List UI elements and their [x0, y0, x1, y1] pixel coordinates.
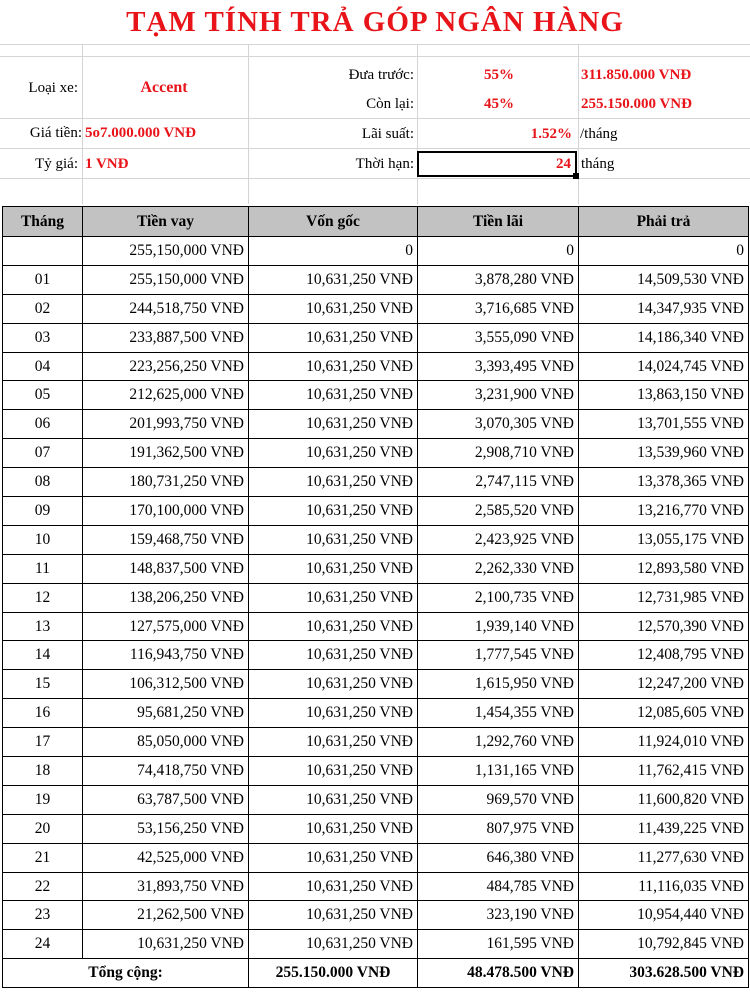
cell-thang[interactable]: 04 [3, 352, 83, 381]
cell-von-goc[interactable]: 10,631,250 VNĐ [249, 872, 418, 901]
cell-thang[interactable]: 02 [3, 294, 83, 323]
cell-tien-lai[interactable]: 1,454,355 VNĐ [418, 699, 579, 728]
cell-thang[interactable]: 06 [3, 410, 83, 439]
cell-tien-vay[interactable]: 138,206,250 VNĐ [83, 583, 249, 612]
table-row [3, 265, 749, 294]
cell-von-goc[interactable]: 10,631,250 VNĐ [249, 381, 418, 410]
cell-phai-tra[interactable]: 13,863,150 VNĐ [579, 381, 749, 410]
cell-von-goc[interactable]: 10,631,250 VNĐ [249, 323, 418, 352]
cell-thang[interactable]: 19 [3, 785, 83, 814]
table-row [3, 757, 749, 786]
cell-phai-tra[interactable]: 10,792,845 VNĐ [579, 930, 749, 959]
cell-tien-vay[interactable]: 212,625,000 VNĐ [83, 381, 249, 410]
cell-thang[interactable]: 05 [3, 381, 83, 410]
lai-suat-value[interactable]: 1.52% [530, 126, 572, 142]
cell-tien-lai[interactable]: 3,555,090 VNĐ [418, 323, 579, 352]
cell-tien-lai[interactable]: 2,585,520 VNĐ [418, 497, 579, 526]
cell-tien-lai[interactable]: 1,292,760 VNĐ [418, 728, 579, 757]
table-row [3, 583, 749, 612]
table-row [3, 439, 749, 468]
table-row [3, 901, 749, 930]
cell-tien-vay[interactable]: 255,150,000 VNĐ [83, 237, 249, 266]
cell-tien-lai[interactable]: 3,231,900 VNĐ [418, 381, 579, 410]
cell-thang[interactable] [3, 237, 83, 266]
loai-xe-label: Loại xe: [28, 80, 78, 96]
table-row [3, 323, 749, 352]
table-row [3, 468, 749, 497]
cell-von-goc[interactable]: 10,631,250 VNĐ [249, 785, 418, 814]
cell-tien-lai[interactable]: 646,380 VNĐ [418, 843, 579, 872]
cell-tien-lai[interactable]: 2,908,710 VNĐ [418, 439, 579, 468]
cell-von-goc[interactable]: 10,631,250 VNĐ [249, 612, 418, 641]
cell-von-goc[interactable]: 10,631,250 VNĐ [249, 583, 418, 612]
cell-von-goc[interactable]: 10,631,250 VNĐ [249, 843, 418, 872]
cell-phai-tra[interactable]: 10,954,440 VNĐ [579, 901, 749, 930]
cell-von-goc[interactable]: 10,631,250 VNĐ [249, 670, 418, 699]
table-row [3, 497, 749, 526]
cell-tien-vay[interactable]: 53,156,250 VNĐ [83, 814, 249, 843]
cell-phai-tra[interactable]: 12,731,985 VNĐ [579, 583, 749, 612]
cell-thang[interactable]: 14 [3, 641, 83, 670]
cell-tien-lai[interactable]: 2,100,735 VNĐ [418, 583, 579, 612]
cell-von-goc[interactable]: 10,631,250 VNĐ [249, 525, 418, 554]
cell-von-goc[interactable]: 10,631,250 VNĐ [249, 728, 418, 757]
cell-tien-lai[interactable]: 1,777,545 VNĐ [418, 641, 579, 670]
thoi-han-value: 24 [556, 156, 571, 172]
fill-handle[interactable] [573, 173, 579, 179]
table-header-row [3, 207, 749, 237]
cell-phai-tra[interactable]: 13,055,175 VNĐ [579, 525, 749, 554]
cell-tien-lai[interactable]: 807,975 VNĐ [418, 814, 579, 843]
cell-tien-vay[interactable]: 180,731,250 VNĐ [83, 468, 249, 497]
cell-thang[interactable]: 21 [3, 843, 83, 872]
cell-tien-lai[interactable]: 1,131,165 VNĐ [418, 757, 579, 786]
cell-von-goc[interactable]: 10,631,250 VNĐ [249, 641, 418, 670]
thoi-han-input[interactable] [417, 151, 577, 177]
cell-thang[interactable]: 17 [3, 728, 83, 757]
cell-thang[interactable]: 03 [3, 323, 83, 352]
cell-thang[interactable]: 23 [3, 901, 83, 930]
cell-tien-vay[interactable]: 159,468,750 VNĐ [83, 525, 249, 554]
cell-tien-vay[interactable]: 233,887,500 VNĐ [83, 323, 249, 352]
cell-tien-lai[interactable]: 3,878,280 VNĐ [418, 265, 579, 294]
gia-tien-value[interactable]: 5o7.000.000 VNĐ [85, 125, 196, 141]
header-tien-vay: Tiền vay [83, 207, 249, 237]
table-row [3, 728, 749, 757]
table-row [3, 843, 749, 872]
table-row [3, 930, 749, 959]
cell-thang[interactable]: 12 [3, 583, 83, 612]
cell-phai-tra[interactable]: 0 [579, 237, 749, 266]
cell-von-goc[interactable]: 10,631,250 VNĐ [249, 265, 418, 294]
cell-von-goc[interactable]: 10,631,250 VNĐ [249, 439, 418, 468]
cell-phai-tra[interactable]: 14,024,745 VNĐ [579, 352, 749, 381]
cell-phai-tra[interactable]: 12,570,390 VNĐ [579, 612, 749, 641]
cell-thang[interactable]: 13 [3, 612, 83, 641]
cell-tien-lai[interactable]: 323,190 VNĐ [418, 901, 579, 930]
cell-thang[interactable]: 09 [3, 497, 83, 526]
cell-tien-lai[interactable]: 484,785 VNĐ [418, 872, 579, 901]
total-tien-lai: 48.478.500 VNĐ [418, 959, 579, 988]
cell-phai-tra[interactable]: 14,186,340 VNĐ [579, 323, 749, 352]
thoi-han-unit: tháng [581, 156, 615, 172]
cell-tien-lai[interactable]: 3,393,495 VNĐ [418, 352, 579, 381]
cell-von-goc[interactable]: 10,631,250 VNĐ [249, 901, 418, 930]
cell-phai-tra[interactable]: 12,893,580 VNĐ [579, 554, 749, 583]
dua-truoc-pct[interactable]: 55% [484, 67, 514, 83]
cell-phai-tra[interactable]: 12,085,605 VNĐ [579, 699, 749, 728]
cell-tien-lai[interactable]: 161,595 VNĐ [418, 930, 579, 959]
repayment-schedule-table [2, 206, 749, 988]
cell-thang[interactable]: 07 [3, 439, 83, 468]
cell-tien-vay[interactable]: 170,100,000 VNĐ [83, 497, 249, 526]
cell-phai-tra[interactable]: 11,439,225 VNĐ [579, 814, 749, 843]
cell-thang[interactable]: 15 [3, 670, 83, 699]
con-lai-pct: 45% [484, 96, 514, 112]
header-tien-lai: Tiền lãi [418, 207, 579, 237]
cell-tien-vay[interactable]: 223,256,250 VNĐ [83, 352, 249, 381]
cell-tien-lai[interactable]: 1,615,950 VNĐ [418, 670, 579, 699]
header-thang: Tháng [3, 207, 83, 237]
cell-phai-tra[interactable]: 11,924,010 VNĐ [579, 728, 749, 757]
header-phai-tra: Phải trả [579, 207, 749, 237]
cell-tien-vay[interactable]: 148,837,500 VNĐ [83, 554, 249, 583]
cell-tien-lai[interactable]: 3,070,305 VNĐ [418, 410, 579, 439]
cell-phai-tra[interactable]: 13,216,770 VNĐ [579, 497, 749, 526]
table-row [3, 785, 749, 814]
cell-thang[interactable]: 08 [3, 468, 83, 497]
cell-von-goc[interactable]: 10,631,250 VNĐ [249, 294, 418, 323]
cell-tien-vay[interactable]: 244,518,750 VNĐ [83, 294, 249, 323]
cell-phai-tra[interactable]: 11,116,035 VNĐ [579, 872, 749, 901]
total-von-goc: 255.150.000 VNĐ [249, 959, 418, 988]
table-row [3, 699, 749, 728]
con-lai-label: Còn lại: [366, 96, 414, 112]
cell-phai-tra[interactable]: 14,347,935 VNĐ [579, 294, 749, 323]
sheet-title: TẠM TÍNH TRẢ GÓP NGÂN HÀNG [126, 6, 624, 38]
cell-tien-lai[interactable]: 2,747,115 VNĐ [418, 468, 579, 497]
cell-thang[interactable]: 11 [3, 554, 83, 583]
cell-phai-tra[interactable]: 14,509,530 VNĐ [579, 265, 749, 294]
cell-phai-tra[interactable]: 11,277,630 VNĐ [579, 843, 749, 872]
table-row [3, 641, 749, 670]
thoi-han-label: Thời hạn: [355, 156, 414, 172]
cell-thang[interactable]: 20 [3, 814, 83, 843]
cell-tien-lai[interactable]: 3,716,685 VNĐ [418, 294, 579, 323]
cell-tien-lai[interactable]: 0 [418, 237, 579, 266]
cell-phai-tra[interactable]: 13,378,365 VNĐ [579, 468, 749, 497]
header-von-goc: Vốn gốc [249, 207, 418, 237]
cell-tien-vay[interactable]: 85,050,000 VNĐ [83, 728, 249, 757]
cell-von-goc[interactable]: 10,631,250 VNĐ [249, 757, 418, 786]
table-row [3, 554, 749, 583]
lai-suat-label: Lãi suất: [361, 126, 414, 142]
cell-tien-vay[interactable]: 10,631,250 VNĐ [83, 930, 249, 959]
cell-tien-vay[interactable]: 21,262,500 VNĐ [83, 901, 249, 930]
cell-phai-tra[interactable]: 13,539,960 VNĐ [579, 439, 749, 468]
cell-von-goc[interactable]: 10,631,250 VNĐ [249, 352, 418, 381]
cell-tien-vay[interactable]: 95,681,250 VNĐ [83, 699, 249, 728]
cell-tien-vay[interactable]: 106,312,500 VNĐ [83, 670, 249, 699]
cell-von-goc[interactable]: 10,631,250 VNĐ [249, 410, 418, 439]
ty-gia-value[interactable]: 1 VNĐ [85, 156, 129, 172]
cell-tien-vay[interactable]: 74,418,750 VNĐ [83, 757, 249, 786]
cell-tien-lai[interactable]: 2,262,330 VNĐ [418, 554, 579, 583]
cell-tien-vay[interactable]: 201,993,750 VNĐ [83, 410, 249, 439]
cell-von-goc[interactable]: 10,631,250 VNĐ [249, 554, 418, 583]
cell-tien-vay[interactable]: 63,787,500 VNĐ [83, 785, 249, 814]
cell-thang[interactable]: 24 [3, 930, 83, 959]
cell-tien-vay[interactable]: 42,525,000 VNĐ [83, 843, 249, 872]
cell-phai-tra[interactable]: 12,247,200 VNĐ [579, 670, 749, 699]
table-row [3, 294, 749, 323]
total-row [3, 959, 749, 988]
cell-von-goc[interactable]: 10,631,250 VNĐ [249, 468, 418, 497]
table-row [3, 410, 749, 439]
table-row [3, 612, 749, 641]
table-row [3, 352, 749, 381]
total-label: Tổng cộng: [3, 959, 249, 988]
cell-tien-lai[interactable]: 1,939,140 VNĐ [418, 612, 579, 641]
cell-thang[interactable]: 18 [3, 757, 83, 786]
table-row [3, 237, 749, 266]
cell-thang[interactable]: 01 [3, 265, 83, 294]
ty-gia-label: Tỷ giá: [35, 156, 78, 172]
cell-thang[interactable]: 22 [3, 872, 83, 901]
cell-von-goc[interactable]: 0 [249, 237, 418, 266]
cell-phai-tra[interactable]: 11,600,820 VNĐ [579, 785, 749, 814]
con-lai-amount: 255.150.000 VNĐ [581, 96, 692, 112]
cell-tien-vay[interactable]: 116,943,750 VNĐ [83, 641, 249, 670]
cell-thang[interactable]: 16 [3, 699, 83, 728]
cell-tien-vay[interactable]: 191,362,500 VNĐ [83, 439, 249, 468]
dua-truoc-amount: 311.850.000 VNĐ [581, 67, 692, 83]
cell-tien-vay[interactable]: 255,150,000 VNĐ [83, 265, 249, 294]
cell-tien-lai[interactable]: 2,423,925 VNĐ [418, 525, 579, 554]
table-row [3, 525, 749, 554]
cell-von-goc[interactable]: 10,631,250 VNĐ [249, 497, 418, 526]
lai-suat-unit: /tháng [580, 126, 618, 142]
table-row [3, 670, 749, 699]
dua-truoc-label: Đưa trước: [348, 67, 414, 83]
cell-tien-vay[interactable]: 127,575,000 VNĐ [83, 612, 249, 641]
loai-xe-value[interactable]: Accent [140, 79, 188, 96]
table-row [3, 872, 749, 901]
cell-tien-lai[interactable]: 969,570 VNĐ [418, 785, 579, 814]
cell-thang[interactable]: 10 [3, 525, 83, 554]
cell-phai-tra[interactable]: 12,408,795 VNĐ [579, 641, 749, 670]
cell-von-goc[interactable]: 10,631,250 VNĐ [249, 699, 418, 728]
table-row [3, 814, 749, 843]
cell-phai-tra[interactable]: 13,701,555 VNĐ [579, 410, 749, 439]
cell-tien-vay[interactable]: 31,893,750 VNĐ [83, 872, 249, 901]
cell-phai-tra[interactable]: 11,762,415 VNĐ [579, 757, 749, 786]
table-row [3, 381, 749, 410]
cell-von-goc[interactable]: 10,631,250 VNĐ [249, 930, 418, 959]
cell-von-goc[interactable]: 10,631,250 VNĐ [249, 814, 418, 843]
gia-tien-label: Giá tiền: [29, 125, 82, 141]
total-phai-tra: 303.628.500 VNĐ [579, 959, 749, 988]
